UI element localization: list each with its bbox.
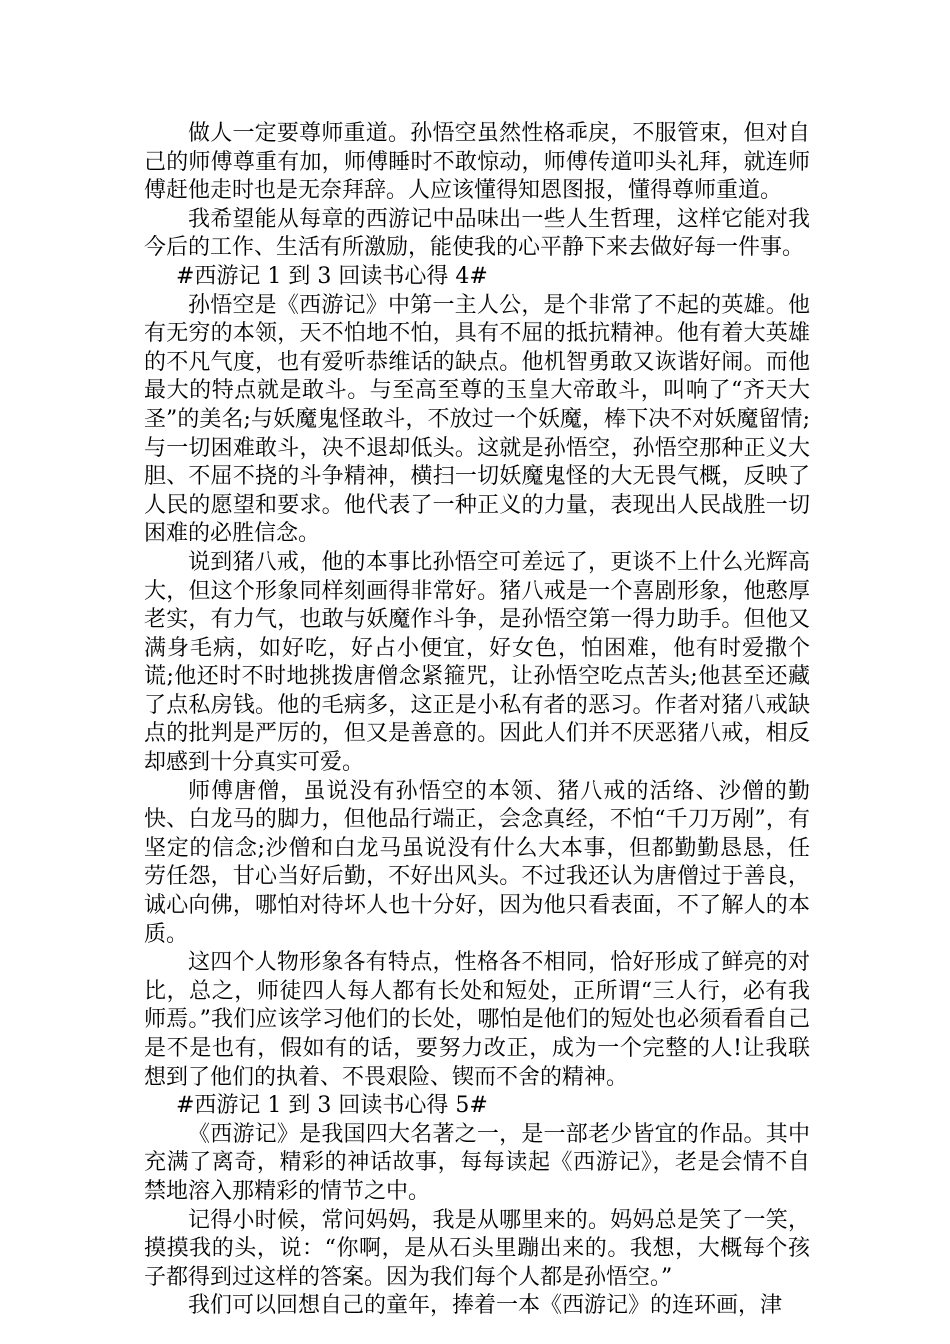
paragraph-four-classics: 《西游记》是我国四大名著之一，是一部老少皆宜的作品。其中充满了离奇，精彩的神话故事，每每读起《西游记》，老是会情不自禁地溶入那精彩的情节之中。 [144,1121,810,1204]
paragraph-zhu-bajie: 说到猪八戒，他的本事比孙悟空可差远了，更谈不上什么光辉高大，但这个形象同样刻画得非常好。猪八戒是一个喜剧形象，他憨厚老实，有力气，也敢与妖魔作斗争，是孙悟空第一得力助手。但他又满身毛病，如好吃，好占小便宜，好女色，怕困难，他有时爱撒个谎;他还时不时地挑拨唐僧念紧箍咒，让孙悟空吃点苦头;他甚至还藏了点私房钱。他的毛病多，这正是小私有者的恶习。作者对猪八戒缺点的批判是严厉的，但又是善意的。因此人们并不厌恶猪八戒，相反却感到十分真实可爱。 [144,549,810,776]
paragraph-respect-teacher: 做人一定要尊师重道。孙悟空虽然性格乖戾，不服管束，但对自己的师傅尊重有加，师傅睡时不敢惊动，师傅传道叩头礼拜，就连师傅赶他走时也是无奈拜辞。人应该懂得知恩图报，懂得尊师重道。 [144,121,810,204]
section-heading-5: #西游记 1 到 3 回读书心得 5# [176,1093,488,1119]
paragraph-childhood-memory: 记得小时候，常问妈妈，我是从哪里来的。妈妈总是笑了一笑，摸摸我的头，说：“你啊，是从石头里蹦出来的。我想，大概每个孩子都得到过这样的答案。因为我们每个人都是孙悟空。” [144,1207,810,1290]
paragraph-life-philosophy: 我希望能从每章的西游记中品味出一些人生哲理，这样它能对我今后的工作、生活有所激励，能使我的心平静下来去做好每一件事。 [144,206,810,261]
paragraph-recall-childhood: 我们可以回想自己的童年，捧着一本《西游记》的连环画，津 [188,1293,783,1319]
paragraph-four-characters: 这四个人物形象各有特点，性格各不相同，恰好形成了鲜亮的对比，总之，师徒四人每人都有长处和短处，正所谓“三人行，必有我师焉。”我们应该学习他们的长处，哪怕是他们的短处也必须看看自己是不是也有，假如有的话，要努力改正，成为一个完整的人!让我联想到了他们的执着、不畏艰险、锲而不舍的精神。 [144,950,810,1090]
paragraph-tang-seng: 师傅唐僧，虽说没有孙悟空的本领、猪八戒的活络、沙僧的勤快、白龙马的脚力，但他品行端正，会念真经，不怕“千刀万剐”，有坚定的信念;沙僧和白龙马虽说没有什么大本事，但都勤勤恳恳，任劳任怨，甘心当好后勤，不好出风头。不过我还认为唐僧过于善良，诚心向佛，哪怕对待坏人也十分好，因为他只看表面，不了解人的本质。 [144,778,810,947]
paragraph-sun-wukong: 孙悟空是《西游记》中第一主人公，是个非常了不起的英雄。他有无穷的本领，天不怕地不怕，具有不屈的抵抗精神。他有着大英雄的不凡气度，也有爱听恭维话的缺点。他机智勇敢又诙谐好闹。而他最大的特点就是敢斗。与至高至尊的玉皇大帝敢斗，叫响了“齐天大圣”的美名;与妖魔鬼怪敢斗，不放过一个妖魔，棒下决不对妖魔留情;与一切困难敢斗，决不退却低头。这就是孙悟空，孙悟空那种正义大胆、不屈不挠的斗争精神，横扫一切妖魔鬼怪的大无畏气概，反映了人民的愿望和要求。他代表了一种正义的力量，表现出人民战胜一切困难的必胜信念。 [144,292,810,547]
section-heading-4: #西游记 1 到 3 回读书心得 4# [176,263,488,289]
document-page [144,120,810,1321]
